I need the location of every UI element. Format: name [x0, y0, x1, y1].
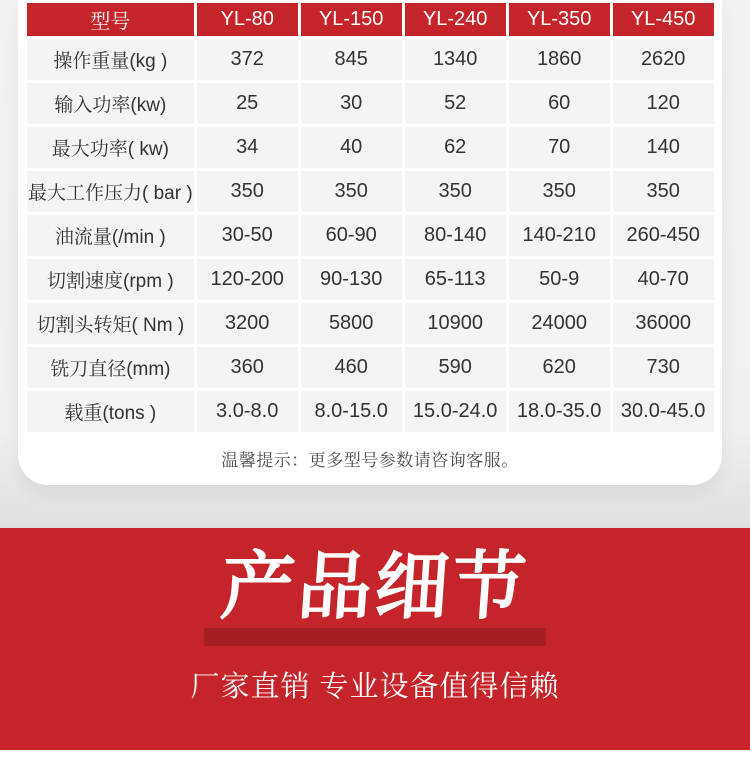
footer-strip — [0, 750, 750, 774]
table-row — [27, 83, 714, 124]
spec-card — [18, 0, 722, 485]
spec-value: 34 — [197, 127, 298, 168]
spec-value: 80-140 — [405, 215, 506, 256]
model-header-YL-450: YL-450 — [613, 3, 714, 36]
spec-value: 350 — [509, 171, 610, 212]
spec-label: 输入功率(kw) — [27, 83, 194, 124]
spec-value: 140-210 — [509, 215, 610, 256]
spec-value: 90-130 — [301, 259, 402, 300]
spec-value: 36000 — [613, 303, 714, 344]
spec-value: 360 — [197, 347, 298, 388]
spec-value: 1340 — [405, 39, 506, 80]
model-column-header: 型号 — [27, 3, 194, 36]
spec-value: 372 — [197, 39, 298, 80]
spec-label: 切割速度(rpm ) — [27, 259, 194, 300]
spec-value: 350 — [197, 171, 298, 212]
spec-label: 油流量(/min ) — [27, 215, 194, 256]
model-header-YL-350: YL-350 — [509, 3, 610, 36]
spec-value: 30.0-45.0 — [613, 391, 714, 432]
spec-value: 60-90 — [301, 215, 402, 256]
spec-value: 120 — [613, 83, 714, 124]
spec-value: 60 — [509, 83, 610, 124]
table-row — [27, 391, 714, 432]
spec-label: 切割头转矩( Nm ) — [27, 303, 194, 344]
spec-value: 140 — [613, 127, 714, 168]
spec-header-row — [27, 3, 714, 36]
spec-value: 40-70 — [613, 259, 714, 300]
spec-value: 350 — [613, 171, 714, 212]
product-details-banner — [0, 528, 750, 750]
spec-label: 载重(tons ) — [27, 391, 194, 432]
model-header-YL-150: YL-150 — [301, 3, 402, 36]
table-row — [27, 39, 714, 80]
table-row — [27, 303, 714, 344]
spec-value: 10900 — [405, 303, 506, 344]
spec-value: 8.0-15.0 — [301, 391, 402, 432]
section-title: 产品细节 — [218, 545, 532, 628]
spec-value: 65-113 — [405, 259, 506, 300]
spec-value: 40 — [301, 127, 402, 168]
table-row — [27, 127, 714, 168]
table-row — [27, 215, 714, 256]
spec-value: 62 — [405, 127, 506, 168]
spec-value: 30-50 — [197, 215, 298, 256]
spec-label: 铣刀直径(mm) — [27, 347, 194, 388]
note-text: 温馨提示：更多型号参数请咨询客服。 — [221, 451, 519, 470]
spec-value: 590 — [405, 347, 506, 388]
spec-value: 5800 — [301, 303, 402, 344]
model-header-YL-240: YL-240 — [405, 3, 506, 36]
spec-value: 24000 — [509, 303, 610, 344]
table-row — [27, 171, 714, 212]
spec-label: 操作重量(kg ) — [27, 39, 194, 80]
spec-table — [24, 0, 717, 435]
spec-label: 最大功率( kw) — [27, 127, 194, 168]
spec-value: 620 — [509, 347, 610, 388]
table-row — [27, 259, 714, 300]
spec-value: 52 — [405, 83, 506, 124]
spec-value: 15.0-24.0 — [405, 391, 506, 432]
spec-value: 25 — [197, 83, 298, 124]
spec-value: 120-200 — [197, 259, 298, 300]
spec-value: 18.0-35.0 — [509, 391, 610, 432]
title-accent-bar — [204, 628, 546, 646]
spec-value: 460 — [301, 347, 402, 388]
spec-value: 1860 — [509, 39, 610, 80]
spec-label: 最大工作压力( bar ) — [27, 171, 194, 212]
spec-value: 30 — [301, 83, 402, 124]
spec-value: 350 — [301, 171, 402, 212]
table-row — [27, 347, 714, 388]
spec-value: 845 — [301, 39, 402, 80]
spec-value: 2620 — [613, 39, 714, 80]
spec-value: 3.0-8.0 — [197, 391, 298, 432]
spec-value: 350 — [405, 171, 506, 212]
spec-value: 3200 — [197, 303, 298, 344]
spec-value: 260-450 — [613, 215, 714, 256]
spec-value: 70 — [509, 127, 610, 168]
banner-subtitle: 厂家直销 专业设备值得信赖 — [190, 671, 560, 703]
spec-value: 730 — [613, 347, 714, 388]
model-header-YL-80: YL-80 — [197, 3, 298, 36]
spec-value: 50-9 — [509, 259, 610, 300]
